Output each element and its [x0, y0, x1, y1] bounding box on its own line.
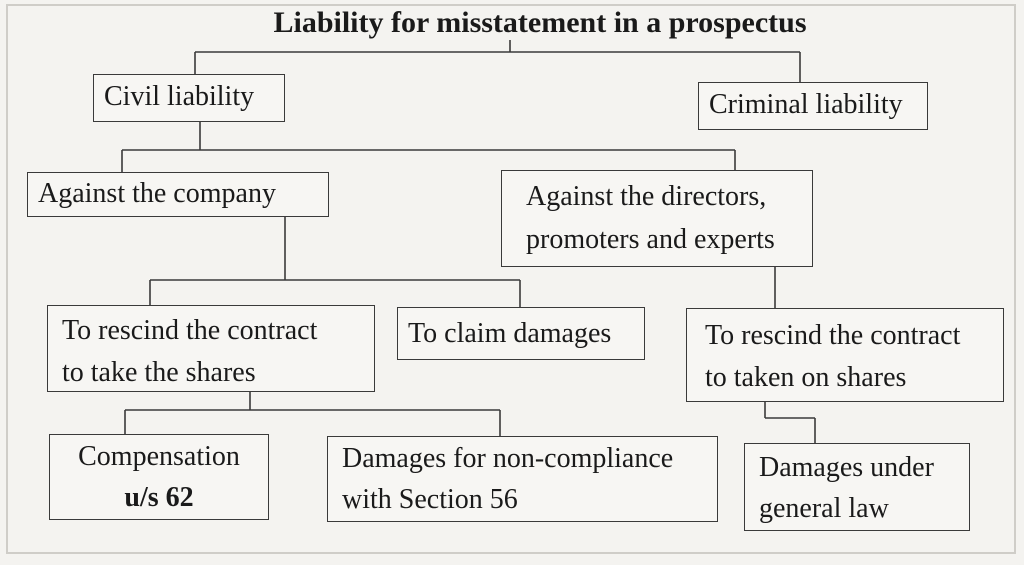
diagram-title: Liability for misstatement in a prospectus: [273, 6, 807, 39]
node-label: Criminal liability: [709, 89, 903, 120]
rescind-contract-company-node: [47, 305, 375, 392]
against-company-node: [27, 172, 329, 217]
node-label-line-1: To rescind the contract: [62, 315, 318, 346]
node-label-line-1: Compensation: [78, 441, 240, 472]
node-label-line-1: Damages for non-compliance: [342, 443, 674, 474]
node-label: Civil liability: [104, 81, 255, 112]
node-label-line-1: Against the directors,: [526, 181, 767, 212]
damages-general-law-node: [744, 443, 970, 531]
node-label: To claim damages: [408, 318, 612, 349]
node-label-line-2: u/s 62: [124, 481, 194, 513]
rescind-contract-directors-node: [686, 308, 1004, 402]
compensation-node: [49, 434, 269, 520]
criminal-liability-node: [698, 82, 928, 130]
civil-liability-node: [93, 74, 285, 122]
against-directors-node: [501, 170, 813, 267]
node-label-line-1: Damages under: [759, 452, 934, 483]
node-label-line-2: with Section 56: [342, 483, 518, 515]
node-label-line-2: to take the shares: [62, 357, 256, 388]
node-label-line-2: promoters and experts: [526, 224, 775, 256]
node-label: Against the company: [38, 178, 276, 209]
node-label-line-2: to taken on shares: [705, 362, 907, 393]
node-label-line-1: To rescind the contract: [705, 320, 961, 351]
node-label-line-2: general law: [759, 492, 889, 524]
claim-damages-node: [397, 307, 645, 360]
damages-noncompliance-node: [327, 436, 718, 522]
